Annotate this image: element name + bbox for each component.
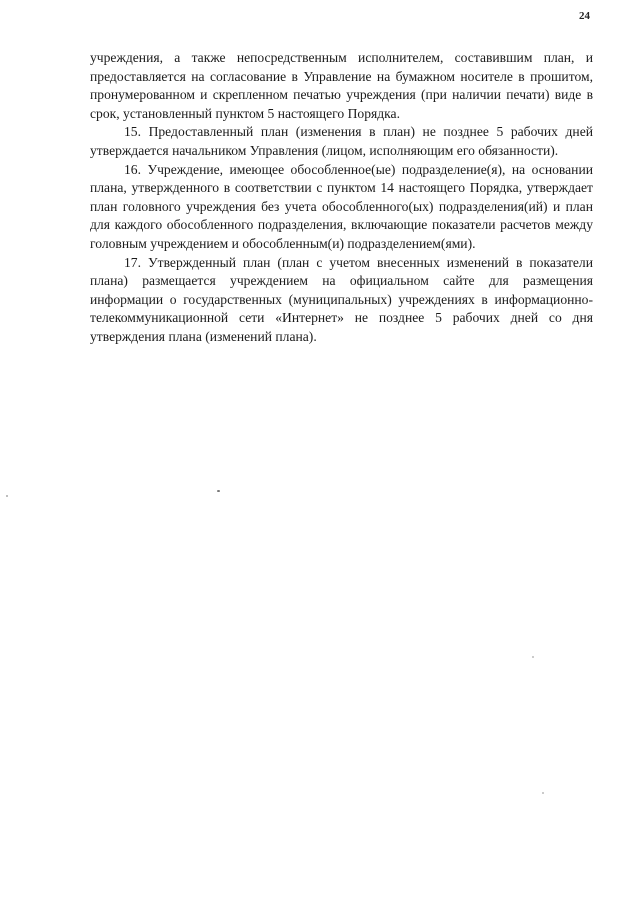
scan-speck bbox=[542, 792, 544, 794]
paragraph-item-15: 15. Предоставленный план (изменения в план) не позднее 5 рабочих дней утверждается начальником Управления (лицом, исполняющим его обязанности). bbox=[90, 124, 593, 158]
scan-speck bbox=[6, 495, 8, 497]
scan-speck bbox=[532, 656, 534, 658]
paragraph-continuation: учреждения, а также непосредственным исполнителем, составившим план, и предоставляется на согласование в Управление на бумажном носителе в прошитом, пронумерованном и скрепленном печатью учреждения (при наличии печати) виде в срок, установленный пунктом 5 настоящего Порядка. bbox=[90, 50, 593, 121]
page-number: 24 bbox=[579, 10, 590, 22]
paragraph-item-17: 17. Утвержденный план (план с учетом внесенных изменений в показатели плана) размещается учреждением на официальном сайте для размещения информации о государственных (муниципальных) учреждениях в информационно-телекоммуникационной сети «Интернет» не позднее 5 рабочих дней со дня утверждения плана (изменений плана). bbox=[90, 254, 593, 344]
document-body bbox=[90, 49, 593, 347]
scan-speck bbox=[217, 490, 220, 492]
paragraph-item-16: 16. Учреждение, имеющее обособленное(ые) подразделение(я), на основании плана, утвержденного в соответствии с пунктом 14 настоящего Порядка, утверждает план головного учреждения без учета обособленного(ых) подразделения(ий) и план для каждого обособленного подразделения, включающие показатели расчетов между головным учреждением и обособленным(и) подразделением(ями). bbox=[90, 161, 593, 251]
